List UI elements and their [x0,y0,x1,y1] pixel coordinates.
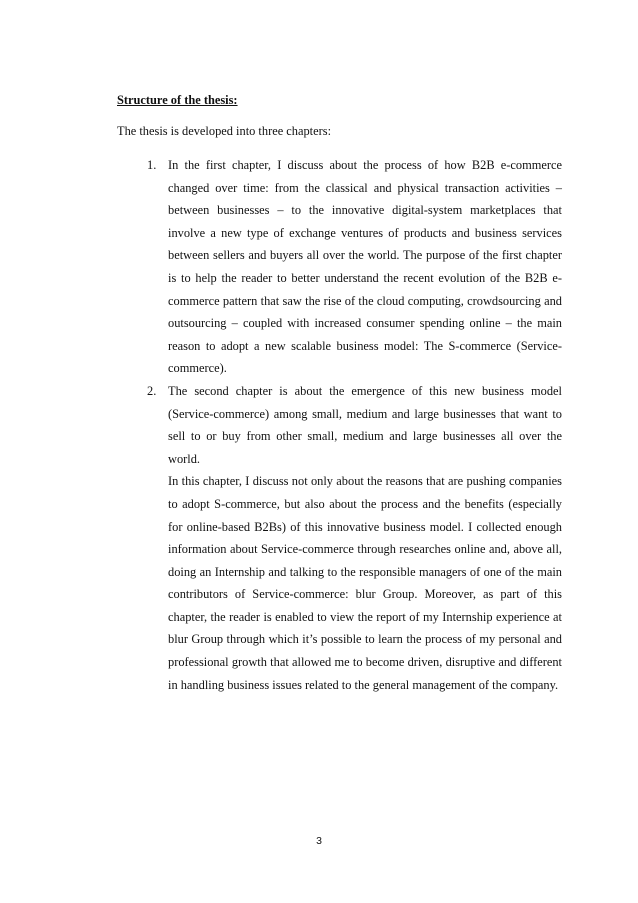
page-number: 3 [316,835,322,847]
section-heading: Structure of the thesis: [117,93,238,107]
list-item-number: 2. [147,383,157,398]
list-item-number: 1. [147,158,157,172]
list-item-paragraph: In this chapter, I discuss not only about the reasons that are pushing companies to adopt S-commerce, but also about the process and the benefits (especially for online-based B2Bs) of this innovative business model. I collected enough information about Service-commerce through researches online and, above all, doing an Internship and talking to the responsible managers of one of the main contributors of Service-commerce: blur Group. Moreover, as part of this chapter, the reader is enabled to view the report of my Internship experience at blur Group through which it’s possible to learn the process of my personal and professional growth that allowed me to become driven, disruptive and different in handling business issues related to the general management of the company. [168,474,562,692]
intro-text: The thesis is developed into three chapters: [117,124,332,138]
list-item-paragraph: In the first chapter, I discuss about the process of how B2B e-commerce changed over time: from the classical and physical transaction activities – between businesses – to the innovative digital-system marketplaces that involve a new type of exchange ventures of products and business services between sellers and buyers all over the world. The purpose of the first chapter is to help the reader to better understand the recent evolution of the B2B e-commerce pattern that saw the rise of the cloud computing, crowdsourcing and outsourcing – coupled with increased consumer spending online – the main reason to adopt a new scalable business model: The S-commerce (Service-commerce). [168,158,562,376]
list-item-paragraph: The second chapter is about the emergence of this new business model (Service-commerce) among small, medium and large businesses that want to sell to or buy from other small, medium and large businesses all over the world. [168,383,562,466]
chapter-list [147,154,562,696]
list-item [147,154,562,380]
list-item [147,380,562,696]
